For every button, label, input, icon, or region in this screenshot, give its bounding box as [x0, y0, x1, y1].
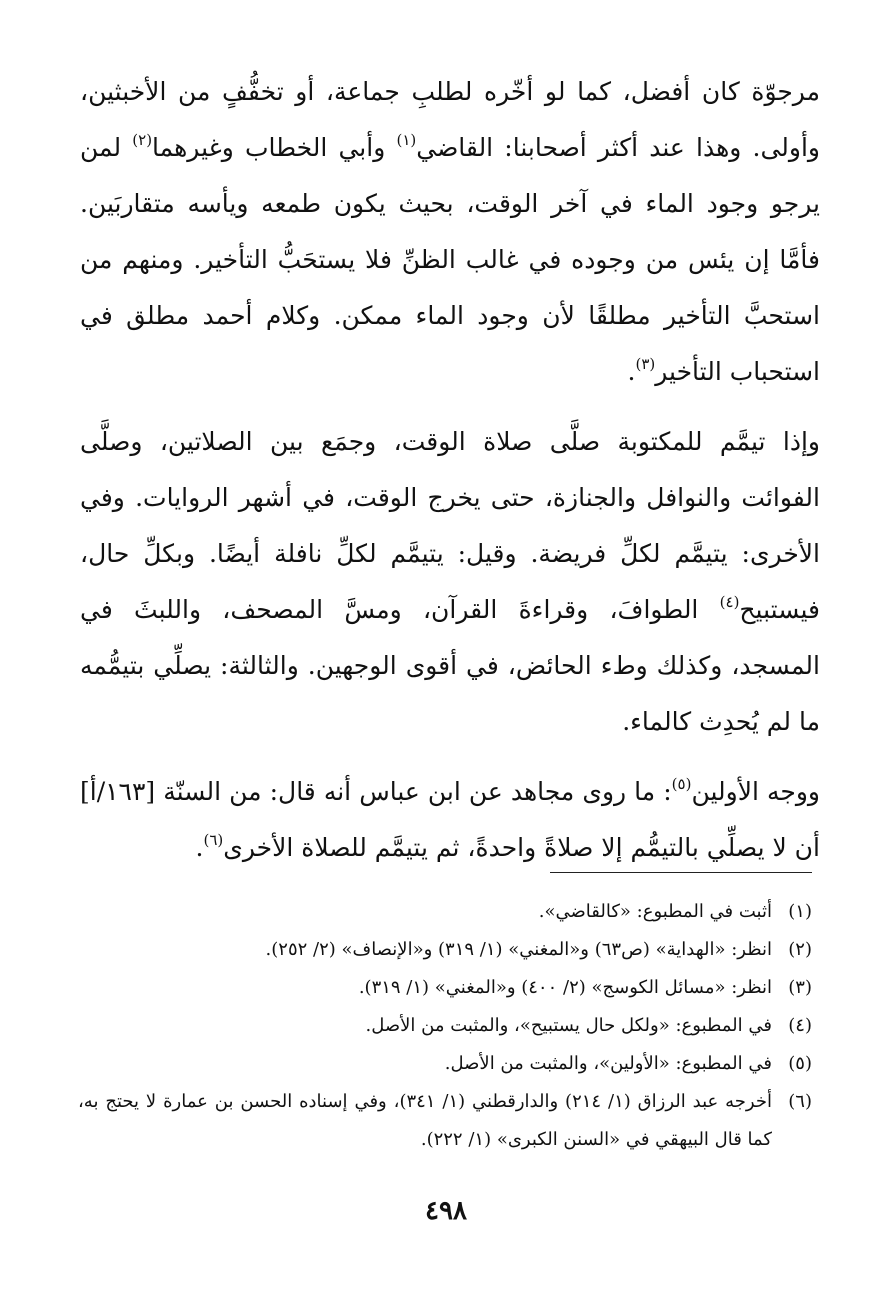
paragraph: [80, 414, 820, 750]
footnote-number: (٥): [788, 1053, 812, 1074]
footnote: [78, 969, 812, 1007]
footnote-text: انظر: «الهداية» (ص٦٣) و«المغني» (١/ ٣١٩) و«الإنصاف» (٢/ ٢٥٢).: [265, 939, 772, 960]
footnote-reference: (٢): [132, 131, 153, 149]
text-run: .: [627, 357, 636, 386]
footnote-text: أخرجه عبد الرزاق (١/ ٢١٤) والدارقطني (١/ ٣٤١)، وفي إسناده الحسن بن عمارة لا يحتج به، كما قال البيهقي في «السنن الكبرى» (١/ ٢٢٢).: [78, 1091, 772, 1150]
footnote-text: أثبت في المطبوع: «كالقاضي».: [538, 901, 772, 922]
text-run: مرجوّة كان أفضل، كما لو أخّره لطلبِ جماعة، أو تخفُّفٍ من الأخبثين، وأولى. وهذا عند أكثر أصحابنا: القاضي: [80, 77, 820, 162]
footnote-text: انظر: «مسائل الكوسج» (٢/ ٤٠٠) و«المغني» (١/ ٣١٩).: [358, 977, 772, 998]
footnote-reference: (٦): [203, 831, 224, 849]
footnote-reference: (٣): [635, 355, 656, 373]
footnote-number: (١): [788, 901, 812, 922]
paragraph: [80, 64, 820, 400]
footnote: [78, 1083, 812, 1159]
page-number: ٤٩٨: [425, 1196, 467, 1226]
text-run: ووجه الأولين: [691, 777, 820, 806]
footnote-number: (٦): [788, 1091, 812, 1112]
footnote-number: (٢): [788, 939, 812, 960]
text-run: .: [195, 833, 204, 862]
footnote-number: (٣): [788, 977, 812, 998]
text-run: وإذا تيمَّم للمكتوبة صلَّى صلاة الوقت، وجمَع بين الصلاتين، وصلَّى الفوائت والنوافل والجنازة، حتى يخرج الوقت، في أشهر الروايات. وفي الأخرى: يتيمَّم لكلِّ فريضة. وقيل: يتيمَّم لكلِّ نافلة أيضًا. وبكلِّ حال، فيستبيح: [80, 427, 820, 624]
body-text: [80, 64, 820, 876]
text-run: : ما روى مجاهد عن ابن عباس أنه قال: من السنّة [١٦٣/أ] أن لا يصلِّي بالتيمُّم إلا صلاةً واحدةً، ثم يتيمَّم للصلاة الأخرى: [80, 777, 820, 862]
paragraph: [80, 764, 820, 876]
footnote: [78, 1045, 812, 1083]
text-run: وأبي الخطاب وغيرهما: [152, 133, 397, 162]
footnote-number: (٤): [788, 1015, 812, 1036]
footnote: [78, 1007, 812, 1045]
footnote-text: في المطبوع: «ولكل حال يستبيح»، والمثبت من الأصل.: [365, 1015, 772, 1036]
footnotes: [78, 893, 812, 1159]
footnote: [78, 931, 812, 969]
footnote-reference: (٤): [719, 593, 740, 611]
footnote-text: في المطبوع: «الأولين»، والمثبت من الأصل.: [444, 1053, 772, 1074]
footnote-reference: (١): [396, 131, 417, 149]
footnote-reference: (٥): [671, 775, 692, 793]
footnote-divider: [550, 872, 812, 873]
text-run: لمن يرجو وجود الماء في آخر الوقت، بحيث يكون طمعه ويأسه متقاربَين. فأمَّا إن يئس من وجوده في غالب الظنِّ فلا يستحَبُّ التأخير. ومنهم من استحبَّ التأخير مطلقًا لأن وجود الماء ممكن. وكلام أحمد مطلق في استحباب التأخير: [80, 133, 820, 386]
footnote: [78, 893, 812, 931]
text-run: الطوافَ، وقراءةَ القرآن، ومسَّ المصحف، واللبثَ في المسجد، وكذلك وطء الحائض، في أقوى الوجهين. والثالثة: يصلِّي بتيمُّمه ما لم يُحدِث كالماء.: [80, 595, 820, 736]
